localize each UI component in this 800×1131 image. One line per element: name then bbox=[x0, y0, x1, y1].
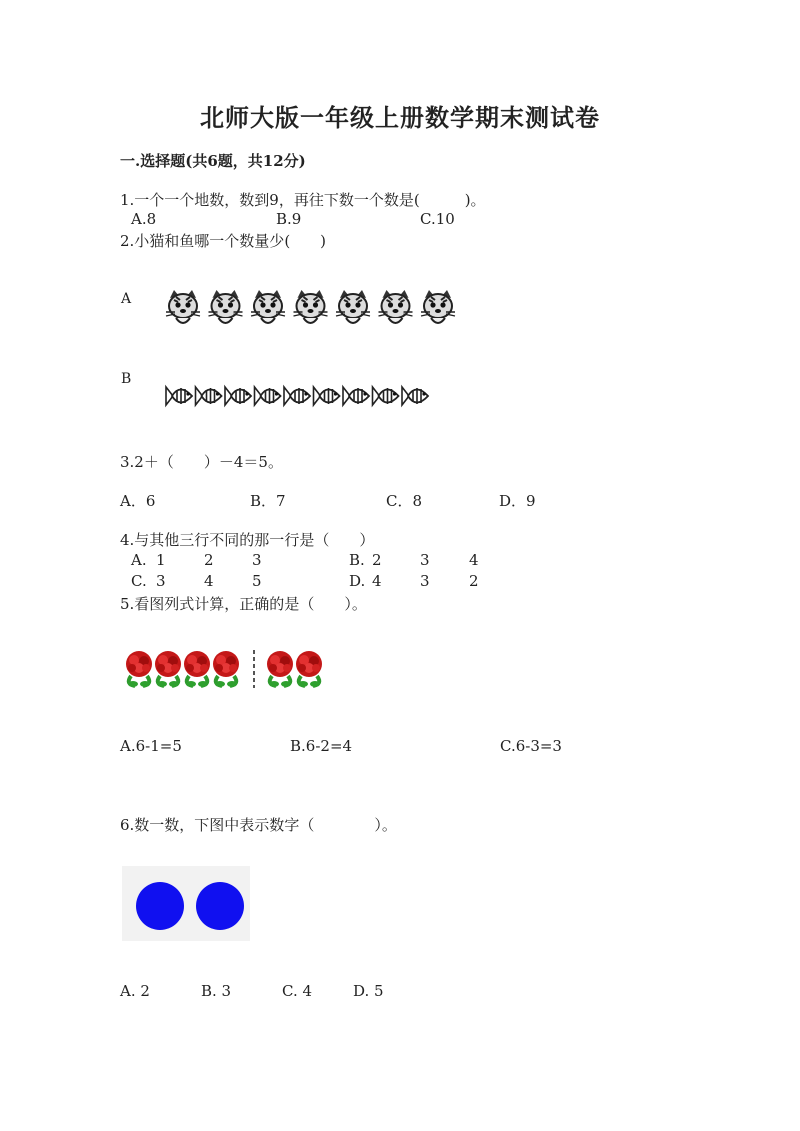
question-3-option-a[interactable]: A．6 bbox=[120, 492, 156, 510]
blue-dot-icon bbox=[196, 882, 244, 930]
question-6-option-b[interactable]: B. 3 bbox=[201, 982, 232, 1000]
fish-icon bbox=[196, 387, 222, 405]
option-letter: C. bbox=[131, 572, 147, 590]
fish-icon bbox=[402, 387, 428, 405]
question-5-option-a[interactable]: A.6-1=5 bbox=[120, 737, 182, 755]
option-number: 3 bbox=[420, 551, 430, 569]
blue-dot-icon bbox=[136, 882, 184, 930]
flower-icon bbox=[184, 651, 210, 687]
option-number: 3 bbox=[252, 551, 262, 569]
question-1-stem: 1.一个一个地数，数到9，再往下数一个数是( )。 bbox=[120, 191, 486, 209]
fish-row-svg bbox=[163, 381, 443, 411]
question-1-option-b[interactable]: B.9 bbox=[276, 210, 302, 228]
cat-icon bbox=[294, 290, 328, 323]
question-5-stem: 5.看图列式计算，正确的是（ ）。 bbox=[120, 595, 367, 613]
question-2-stem: 2.小猫和鱼哪一个数量少( ) bbox=[120, 232, 327, 250]
question-4-option-c[interactable] bbox=[131, 572, 262, 590]
flower-picture bbox=[121, 646, 326, 690]
cat-icon bbox=[251, 290, 285, 323]
question-5-option-c[interactable]: C.6-3=3 bbox=[500, 737, 562, 755]
question-6-option-d[interactable]: D. 5 bbox=[353, 982, 384, 1000]
flower-icon bbox=[126, 651, 152, 687]
page-title: 北师大版一年级上册数学期末测试卷 bbox=[200, 103, 600, 132]
question-5-option-b[interactable]: B.6-2=4 bbox=[290, 737, 353, 755]
cat-icon bbox=[379, 290, 413, 323]
cat-icon bbox=[336, 290, 370, 323]
question-1-option-a[interactable]: A.8 bbox=[131, 210, 157, 228]
fish-icon bbox=[255, 387, 281, 405]
flower-icon bbox=[155, 651, 181, 687]
dots-svg bbox=[122, 866, 250, 941]
question-4-stem: 4.与其他三行不同的那一行是（ ） bbox=[120, 531, 375, 549]
fish-icon bbox=[343, 387, 369, 405]
question-1-option-c[interactable]: C.10 bbox=[420, 210, 455, 228]
section-heading: 一.选择题(共6题，共12分) bbox=[120, 152, 306, 170]
question-2-option-b-label[interactable]: B bbox=[121, 371, 132, 387]
option-number: 3 bbox=[420, 572, 430, 590]
question-4-option-b[interactable] bbox=[349, 551, 479, 569]
option-letter: A. bbox=[131, 551, 147, 569]
dots-picture bbox=[122, 866, 250, 941]
question-4-option-a[interactable] bbox=[131, 551, 262, 569]
option-letter: D. bbox=[349, 572, 366, 590]
question-3-option-c[interactable]: C．8 bbox=[386, 492, 423, 510]
fish-icon bbox=[166, 387, 192, 405]
option-number: 2 bbox=[469, 572, 479, 590]
question-6-option-a[interactable]: A. 2 bbox=[120, 982, 150, 1000]
flower-icon bbox=[213, 651, 239, 687]
question-3-option-b[interactable]: B．7 bbox=[250, 492, 286, 510]
flower-icon bbox=[267, 651, 293, 687]
cat-icon bbox=[166, 290, 200, 323]
option-number: 4 bbox=[204, 572, 214, 590]
option-number: 3 bbox=[156, 572, 166, 590]
question-6-option-c[interactable]: C. 4 bbox=[282, 982, 313, 1000]
flower-svg bbox=[121, 646, 326, 690]
cat-icon bbox=[421, 290, 455, 323]
cat-row-picture bbox=[162, 288, 467, 330]
option-number: 1 bbox=[156, 551, 166, 569]
option-number: 4 bbox=[372, 572, 382, 590]
option-number: 2 bbox=[204, 551, 214, 569]
fish-row-picture bbox=[163, 381, 443, 411]
fish-icon bbox=[314, 387, 340, 405]
cat-row-svg bbox=[162, 288, 467, 330]
question-3-stem: 3.2＋（ ）－4＝5。 bbox=[120, 453, 283, 471]
question-4-option-d[interactable] bbox=[349, 572, 479, 590]
option-number: 2 bbox=[372, 551, 382, 569]
question-2-option-a-label[interactable]: A bbox=[121, 291, 132, 307]
fish-icon bbox=[373, 387, 399, 405]
option-letter: B. bbox=[349, 551, 365, 569]
question-6-stem: 6.数一数，下图中表示数字（ ）。 bbox=[120, 816, 397, 834]
question-3-option-d[interactable]: D．9 bbox=[499, 492, 536, 510]
fish-icon bbox=[284, 387, 310, 405]
flower-icon bbox=[296, 651, 322, 687]
option-number: 4 bbox=[469, 551, 479, 569]
option-number: 5 bbox=[252, 572, 262, 590]
cat-icon bbox=[209, 290, 243, 323]
fish-icon bbox=[225, 387, 251, 405]
